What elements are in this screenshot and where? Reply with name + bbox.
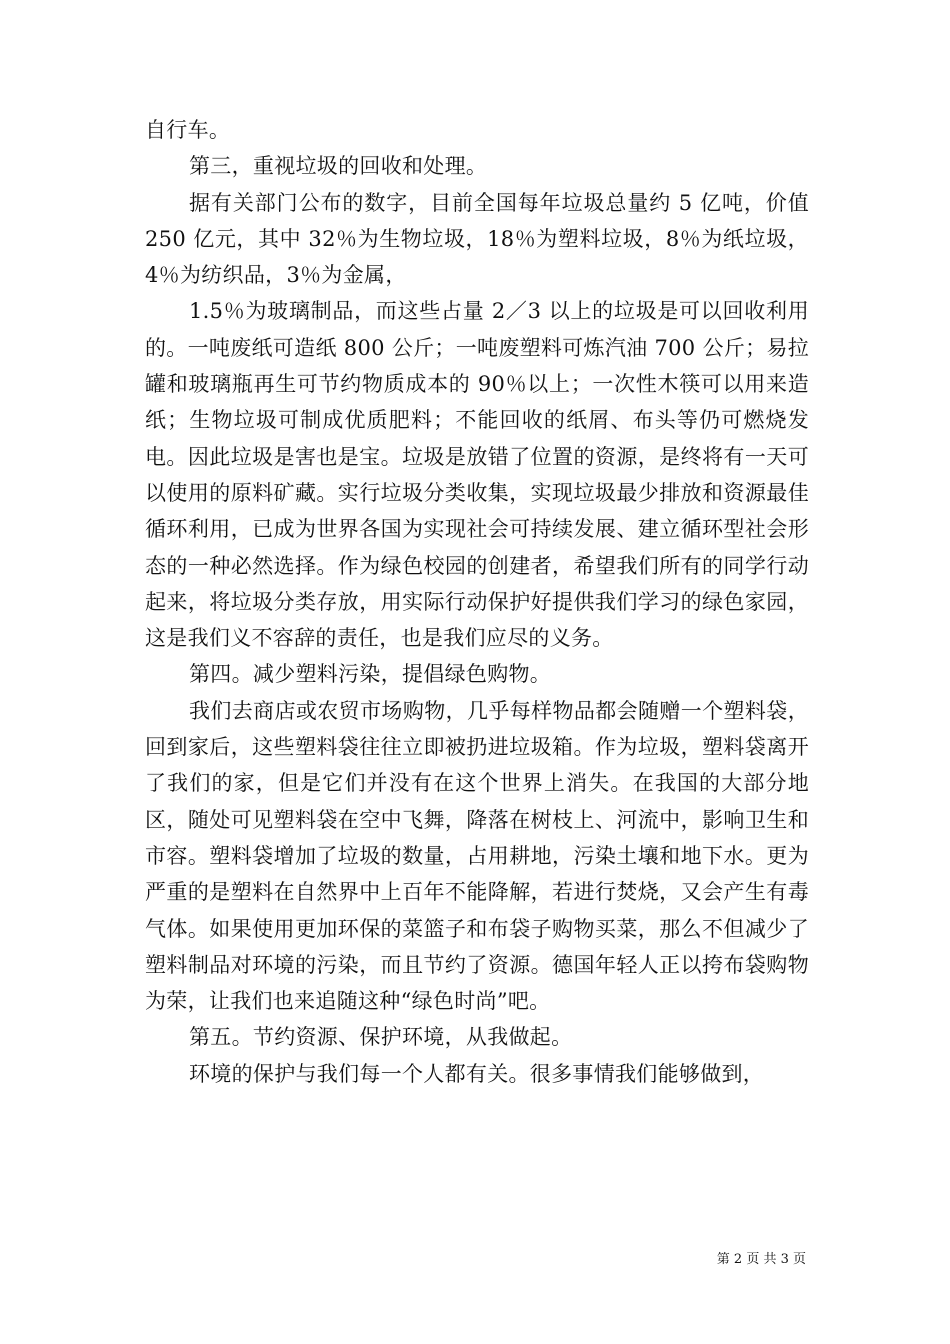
paragraph: 环境的保护与我们每一个人都有关。很多事情我们能够做到， (189, 1061, 765, 1086)
document-body (145, 112, 809, 1092)
paragraph: 第四。减少塑料污染，提倡绿色购物。 (189, 662, 552, 687)
paragraph: 据有关部门公布的数字，目前全国每年垃圾总量约 5 亿吨，价值 250 亿元，其中 32％为生物垃圾，18％为塑料垃圾，8％为纸垃圾，4％为纺织品，3％为金属， (145, 190, 809, 288)
paragraph: 第五。节约资源、保护环境，从我做起。 (189, 1025, 573, 1050)
paragraph: 1.5％为玻璃制品，而这些占量 2／3 以上的垃圾是可以回收利用的。一吨废纸可造纸 800 公斤；一吨废塑料可炼汽油 700 公斤；易拉罐和玻璃瓶再生可节约物质成本的 90％以上；一次性木筷可以用来造纸；生物垃圾可制成优质肥料；不能回收的纸屑、布头等仍可燃烧发电。因此垃圾是害也是宝。垃圾是放错了位置的资源，是终将有一天可以使用的原料矿藏。实行垃圾分类收集，实现垃圾最少排放和资源最佳循环利用，已成为世界各国为实现社会可持续发展、建立循环型社会形态的一种必然选择。作为绿色校园的创建者，希望我们所有的同学行动起来，将垃圾分类存放，用实际行动保护好提供我们学习的绿色家园，这是我们义不容辞的责任，也是我们应尽的义务。 (145, 299, 809, 651)
page-number: 第 2 页 共 3 页 (716, 1252, 806, 1267)
paragraph: 自行车。 (145, 118, 231, 142)
paragraph: 第三，重视垃圾的回收和处理。 (189, 154, 488, 179)
paragraph: 我们去商店或农贸市场购物，几乎每样物品都会随赠一个塑料袋，回到家后，这些塑料袋往往立即被扔进垃圾箱。作为垃圾，塑料袋离开了我们的家，但是它们并没有在这个世界上消失。在我国的大部分地区，随处可见塑料袋在空中飞舞，降落在树枝上、河流中，影响卫生和市容。塑料袋增加了垃圾的数量，占用耕地，污染土壤和地下水。更为严重的是塑料在自然界中上百年不能降解，若进行焚烧，又会产生有毒气体。如果使用更加环保的菜篮子和布袋子购物买菜，那么不但减少了塑料制品对环境的污染，而且节约了资源。德国年轻人正以挎布袋购物为荣，让我们也来追随这种“绿色时尚”吧。 (145, 698, 809, 1014)
